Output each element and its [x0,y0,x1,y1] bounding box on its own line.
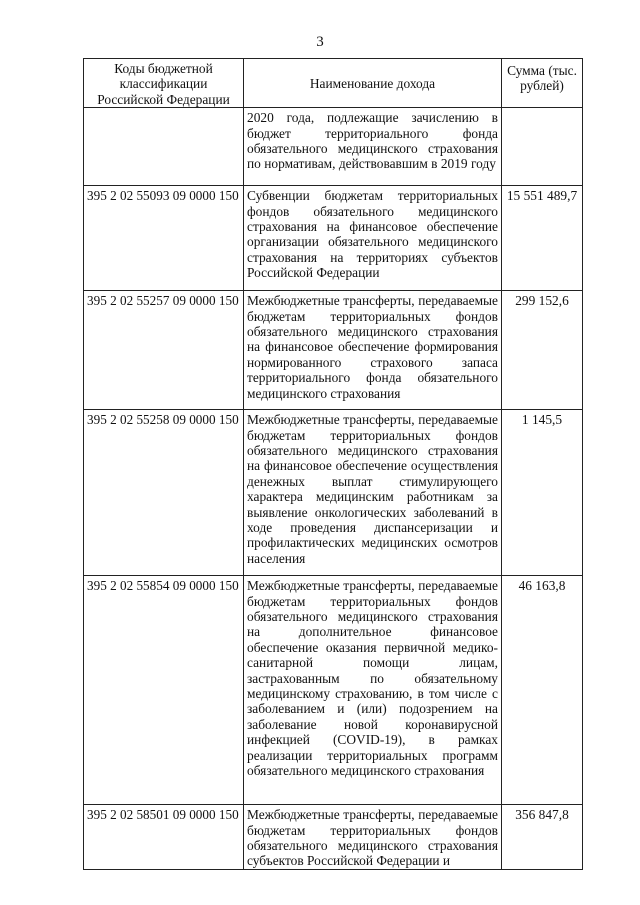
row-code [84,108,244,186]
row-code: 395 2 02 55854 09 0000 150 [84,576,244,805]
row-name: Межбюджетные трансферты, передаваемые бюджетам территориальных фондов обязательного медицинского страхования субъектов Российской Федерации и [244,805,502,870]
header-name: Наименование дохода [244,59,502,108]
table-row [84,108,583,186]
budget-income-table [83,58,583,870]
row-sum: 356 847,8 [502,805,583,870]
row-name: Межбюджетные трансферты, передаваемые бюджетам территориальных фондов обязательного медицинского страхования на финансовое обеспечение осуществления денежных выплат стимулирующего характера медицинским работникам за выявление онкологических заболеваний в ходе проведения диспансеризации и профилактических медицинских осмотров населения [244,410,502,576]
header-sum: Сумма (тыс. рублей) [502,59,583,108]
row-code: 395 2 02 55093 09 0000 150 [84,186,244,291]
page-number: 3 [316,34,324,50]
row-sum: 46 163,8 [502,576,583,805]
row-code: 395 2 02 58501 09 0000 150 [84,805,244,870]
table-header-row [84,59,583,108]
row-name: Межбюджетные трансферты, передаваемые бюджетам территориальных фондов обязательного медицинского страхования на финансовое обеспечение формирования нормированного страхового запаса территориального фонда обязательного медицинского страхования [244,291,502,410]
table-row [84,805,583,870]
row-sum [502,108,583,186]
header-code: Коды бюджетной классификации Российской Федерации [84,59,244,108]
table-row [84,186,583,291]
row-name: Межбюджетные трансферты, передаваемые бюджетам территориальных фондов обязательного медицинского страхования на дополнительное финансовое обеспечение оказания первичной медико-санитарной помощи лицам, застрахованным по обязательному медицинскому страхованию, в том числе с заболеванием и (или) подозрением на заболевание новой коронавирусной инфекцией (COVID-19), в рамках реализации территориальных программ обязательного медицинского страхования [244,576,502,805]
row-sum: 15 551 489,7 [502,186,583,291]
row-code: 395 2 02 55257 09 0000 150 [84,291,244,410]
row-code: 395 2 02 55258 09 0000 150 [84,410,244,576]
table-row [84,410,583,576]
table-row [84,291,583,410]
row-name: Субвенции бюджетам территориальных фондов обязательного медицинского страхования на финансовое обеспечение организации обязательного медицинского страхования на территориях субъектов Российской Федерации [244,186,502,291]
row-name: 2020 года, подлежащие зачислению в бюджет территориального фонда обязательного медицинского страхования по нормативам, действовавшим в 2019 году [244,108,502,186]
row-sum: 299 152,6 [502,291,583,410]
table-row [84,576,583,805]
row-sum: 1 145,5 [502,410,583,576]
